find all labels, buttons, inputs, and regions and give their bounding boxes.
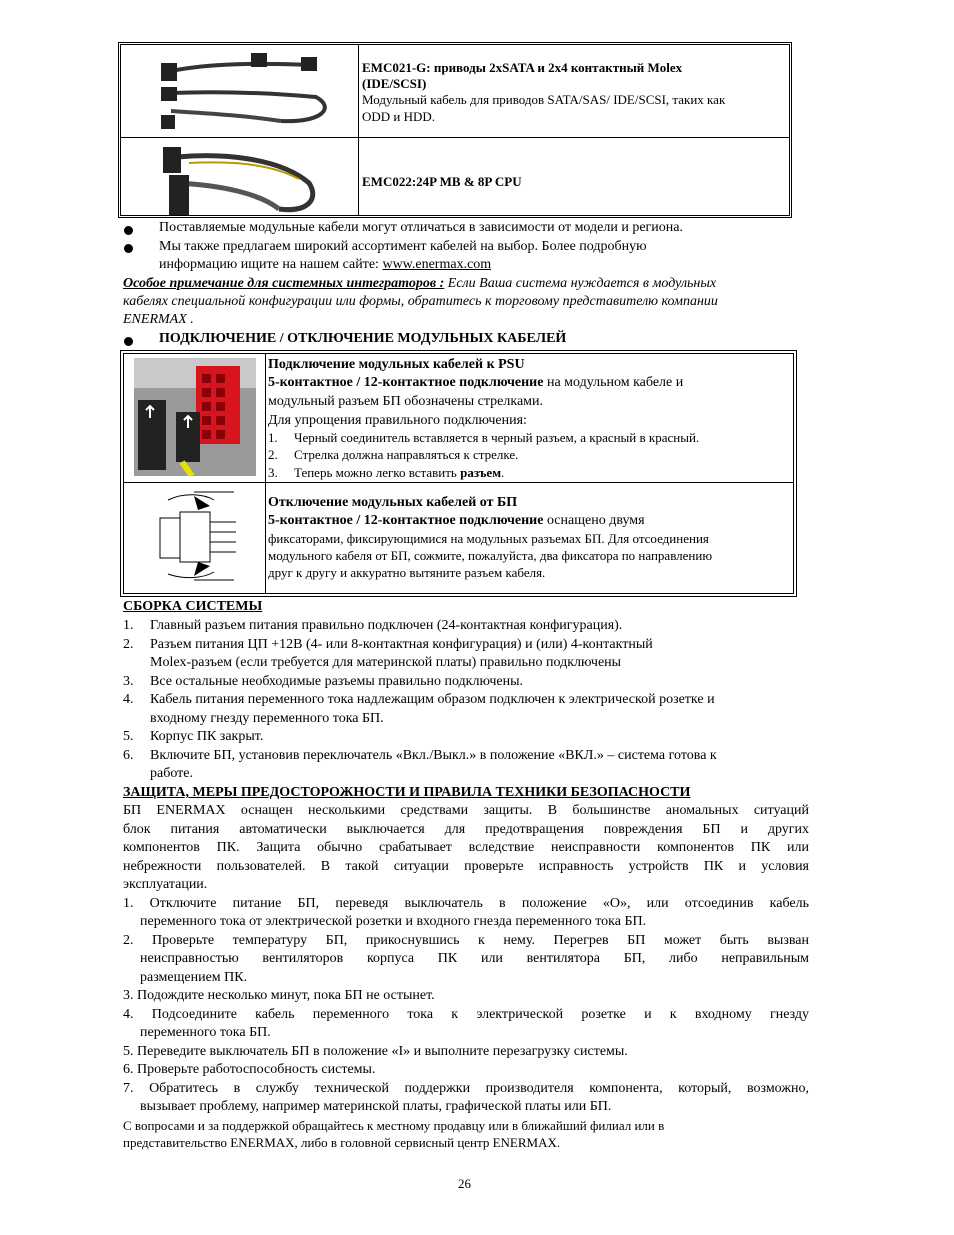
sata-molex-cable-icon bbox=[151, 53, 331, 133]
list-number: 4. bbox=[123, 692, 134, 707]
footer-note: С вопросами и за поддержкой обращайтесь к местному продавцу или в ближайший филиал или в bbox=[123, 1118, 665, 1133]
connect-text bbox=[268, 374, 683, 393]
disconnect-text: друг к другу и аккуратно вытяните разъем кабеля. bbox=[268, 565, 546, 580]
list-number: 5. bbox=[123, 729, 134, 744]
list-number: 6. bbox=[123, 748, 134, 763]
list-item: входному гнезду переменного тока БП. bbox=[150, 711, 384, 726]
safety-step: 7. Обратитесь в службу технической поддержки производителя компонента, который, возможно, bbox=[123, 1081, 809, 1096]
connect-text-rest: на модульном кабеле и bbox=[543, 375, 684, 390]
list-item: Molex-разъем (если требуется для материнской платы) правильно подключены bbox=[150, 655, 622, 670]
paragraph-line: компонентов ПК. Защита обычно срабатывает вследствие неисправности компонентов ПК или bbox=[123, 840, 809, 855]
disconnect-text bbox=[268, 512, 645, 531]
list-item: Главный разъем питания правильно подключен (24-контактная конфигурация). bbox=[150, 618, 623, 633]
connect-step bbox=[268, 465, 278, 480]
website-link[interactable]: www.enermax.com bbox=[382, 257, 492, 272]
list-item: Включите БП, установив переключатель «Вкл./Выкл.» в положение «ВКЛ.» – система готова к bbox=[150, 748, 717, 763]
cable-desc: Модульный кабель для приводов SATA/SAS/ IDE/SCSI, таких как bbox=[362, 92, 726, 107]
disconnect-text-rest: оснащено двумя bbox=[543, 513, 645, 528]
disconnect-text: фиксаторами, фиксирующимися на модульных разъемах БП. Для отсоединения bbox=[268, 531, 709, 546]
bullet bbox=[124, 337, 133, 346]
connect-step-text bbox=[294, 465, 504, 480]
list-number: 1. bbox=[123, 618, 134, 633]
bullet-text: Мы также предлагаем широкий ассортимент кабелей на выбор. Более подробную bbox=[159, 239, 647, 254]
list-number: 2. bbox=[123, 637, 134, 652]
table-divider bbox=[265, 354, 266, 593]
safety-step: 1. Отключите питание БП, переведя выключатель в положение «О», или отсоединив кабель bbox=[123, 896, 809, 911]
safety-step: 6. Проверьте работоспособность системы. bbox=[123, 1062, 376, 1077]
list-item: Кабель питания переменного тока надлежащим образом подключен к электрической розетке и bbox=[150, 692, 715, 707]
disconnect-text-bold: 5-контактное / 12-контактное подключение bbox=[268, 513, 544, 528]
safety-step: 2. Проверьте температуру БП, прикоснувшись к нему. Перегрев БП может быть вызван bbox=[123, 933, 809, 948]
bullet-text: Поставляемые модульные кабели могут отличаться в зависимости от модели и региона. bbox=[159, 220, 683, 235]
step-number: 1. bbox=[268, 430, 278, 445]
cable-table bbox=[118, 42, 792, 218]
step-text-bold: разъем bbox=[460, 465, 502, 480]
cable-name-cont: (IDE/SCSI) bbox=[362, 76, 427, 91]
special-note bbox=[123, 275, 716, 294]
safety-step: 3. Подождите несколько минут, пока БП не остынет. bbox=[123, 988, 435, 1003]
safety-step: 5. Переведите выключатель БП в положение «I» и выполните перезагрузку системы. bbox=[123, 1044, 628, 1059]
safety-step: переменного тока от электрической розетки и входного гнезда переменного тока БП. bbox=[140, 914, 647, 929]
section-heading: ЗАЩИТА, МЕРЫ ПРЕДОСТОРОЖНОСТИ И ПРАВИЛА ТЕХНИКИ БЕЗОПАСНОСТИ bbox=[123, 785, 691, 800]
connect-step-text: Стрелка должна направляться к стрелке. bbox=[294, 447, 519, 462]
table-divider bbox=[124, 482, 793, 483]
special-note-text: кабелях специальной конфигурации или формы, обратитесь к торговому представителю компании bbox=[123, 294, 718, 309]
disconnect-title: Отключение модульных кабелей от БП bbox=[268, 495, 518, 510]
safety-step: неисправностью вентиляторов корпуса ПК или вентилятора БП, либо неправильным bbox=[140, 951, 809, 966]
connect-step-text: Черный соединитель вставляется в черный разъем, а красный в красный. bbox=[294, 430, 700, 445]
list-item: Разъем питания ЦП +12В (4- или 8-контактная конфигурация) и (или) 4-контактный bbox=[150, 637, 653, 652]
bullet bbox=[124, 226, 133, 235]
connect-table bbox=[120, 350, 797, 597]
special-note-text: ENERMAX . bbox=[123, 312, 194, 327]
latch-diagram-icon bbox=[154, 488, 240, 584]
footer-note: представительство ENERMAX, либо в головной сервисный центр ENERMAX. bbox=[123, 1135, 561, 1150]
safety-step: переменного тока БП. bbox=[140, 1025, 271, 1040]
cable-name: EMC021-G: приводы 2xSATA и 2x4 контактный Molex bbox=[362, 60, 683, 75]
special-note-text: Если Ваша система нуждается в модульных bbox=[444, 276, 717, 291]
safety-step: размещением ПК. bbox=[140, 970, 248, 985]
paragraph-line: блок питания автоматически выключается для предотвращения повреждения БП и других bbox=[123, 822, 809, 837]
page-number: 26 bbox=[458, 1176, 471, 1191]
disconnect-text: модульного кабеля от БП, сожмите, пожалуйста, два фиксатора по направлению bbox=[268, 548, 713, 563]
connect-text: модульный разъем БП обозначены стрелками. bbox=[268, 394, 544, 409]
list-item: Все остальные необходимые разъемы правильно подключены. bbox=[150, 674, 524, 689]
bullet bbox=[124, 244, 133, 253]
list-number: 3. bbox=[123, 674, 134, 689]
connect-step bbox=[268, 447, 278, 462]
connect-title: Подключение модульных кабелей к PSU bbox=[268, 357, 525, 372]
special-note-label: Особое примечание для системных интеграторов : bbox=[123, 276, 445, 291]
paragraph-line: БП ENERMAX оснащен несколькими средствами защиты. В большинстве аномальных ситуаций bbox=[123, 803, 809, 818]
atx-24p-cable-icon bbox=[159, 143, 329, 217]
section-heading: ПОДКЛЮЧЕНИЕ / ОТКЛЮЧЕНИЕ МОДУЛЬНЫХ КАБЕЛЕЙ bbox=[159, 331, 567, 346]
bullet-text bbox=[159, 256, 491, 275]
list-item: работе. bbox=[150, 766, 193, 781]
connector-photo-icon bbox=[134, 358, 256, 476]
connect-text-bold: 5-контактное / 12-контактное подключение bbox=[268, 375, 544, 390]
step-number: 2. bbox=[268, 447, 278, 462]
section-heading: СБОРКА СИСТЕМЫ bbox=[123, 599, 263, 614]
cable-desc: ODD и HDD. bbox=[362, 109, 436, 124]
safety-step: 4. Подсоедините кабель переменного тока к электрической розетке и к входному гнезду bbox=[123, 1007, 809, 1022]
step-text: Теперь можно легко вставить bbox=[294, 465, 461, 480]
table-divider bbox=[358, 45, 359, 215]
connect-text: Для упрощения правильного подключения: bbox=[268, 413, 527, 428]
connect-step bbox=[268, 430, 278, 445]
list-item: Корпус ПК закрыт. bbox=[150, 729, 264, 744]
step-text-end: . bbox=[501, 465, 505, 480]
safety-step: вызывает проблему, например материнской платы, графической платы или БП. bbox=[140, 1099, 612, 1114]
bullet-text-part: информацию ищите на нашем сайте: bbox=[159, 257, 383, 272]
table-divider bbox=[121, 137, 789, 138]
paragraph-line: небрежности пользователей. В такой ситуации проверьте исправность устройств ПК и условия bbox=[123, 859, 809, 874]
paragraph-line: эксплуатации. bbox=[123, 877, 208, 892]
step-number: 3. bbox=[268, 465, 278, 480]
cable-name: EMC022:24P MB & 8P CPU bbox=[362, 174, 522, 189]
